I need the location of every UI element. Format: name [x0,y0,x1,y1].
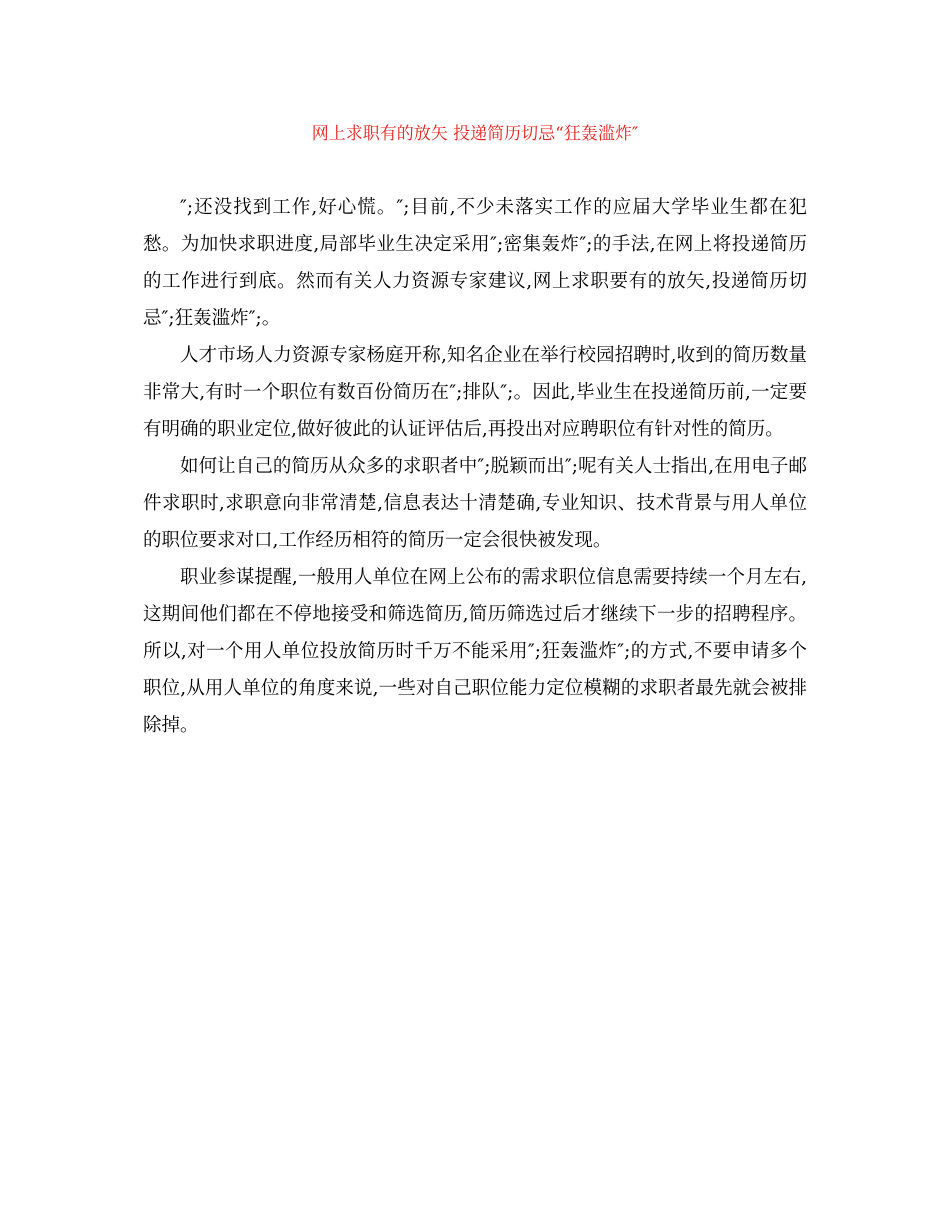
paragraph-4: 职业参谋提醒,一般用人单位在网上公布的需求职位信息需要持续一个月左右,这期间他们都在不停地接受和筛选简历,简历筛选过后才继续下一步的招聘程序。所以,对一个用人单位投放简历时千万不能采用″;狂轰滥炸″;的方式,不要申请多个职位,从用人单位的角度来说,一些对自己职位能力定位模糊的求职者最先就会被排除掉。 [143,567,807,736]
paragraph-3: 如何让自己的简历从众多的求职者中″;脱颖而出″;呢有关人士指出,在用电子邮件求职时,求职意向非常清楚,信息表达十清楚确,专业知识、技术背景与用人单位的职位要求对口,工作经历相符的简历一定会很快被发现。 [143,456,807,551]
paragraph-2: 人才市场人力资源专家杨庭开称,知名企业在举行校园招聘时,收到的简历数量非常大,有时一个职位有数百份简历在″;排队″;。因此,毕业生在投递简历前,一定要有明确的职业定位,做好彼此的认证评估后,再投出对应聘职位有针对性的简历。 [143,345,807,440]
document-title: 网上求职有的放矢 投递简历切忌“狂轰滥炸″ [311,124,639,144]
paragraph-1: ″;还没找到工作,好心慌。″;目前,不少未落实工作的应届大学毕业生都在犯愁。为加快求职进度,局部毕业生决定采用″;密集轰炸″;的手法,在网上将投递简历的工作进行到底。然而有关人力资源专家建议,网上求职要有的放矢,投递简历切忌″;狂轰滥炸″;。 [143,197,807,329]
document-body [143,189,807,744]
